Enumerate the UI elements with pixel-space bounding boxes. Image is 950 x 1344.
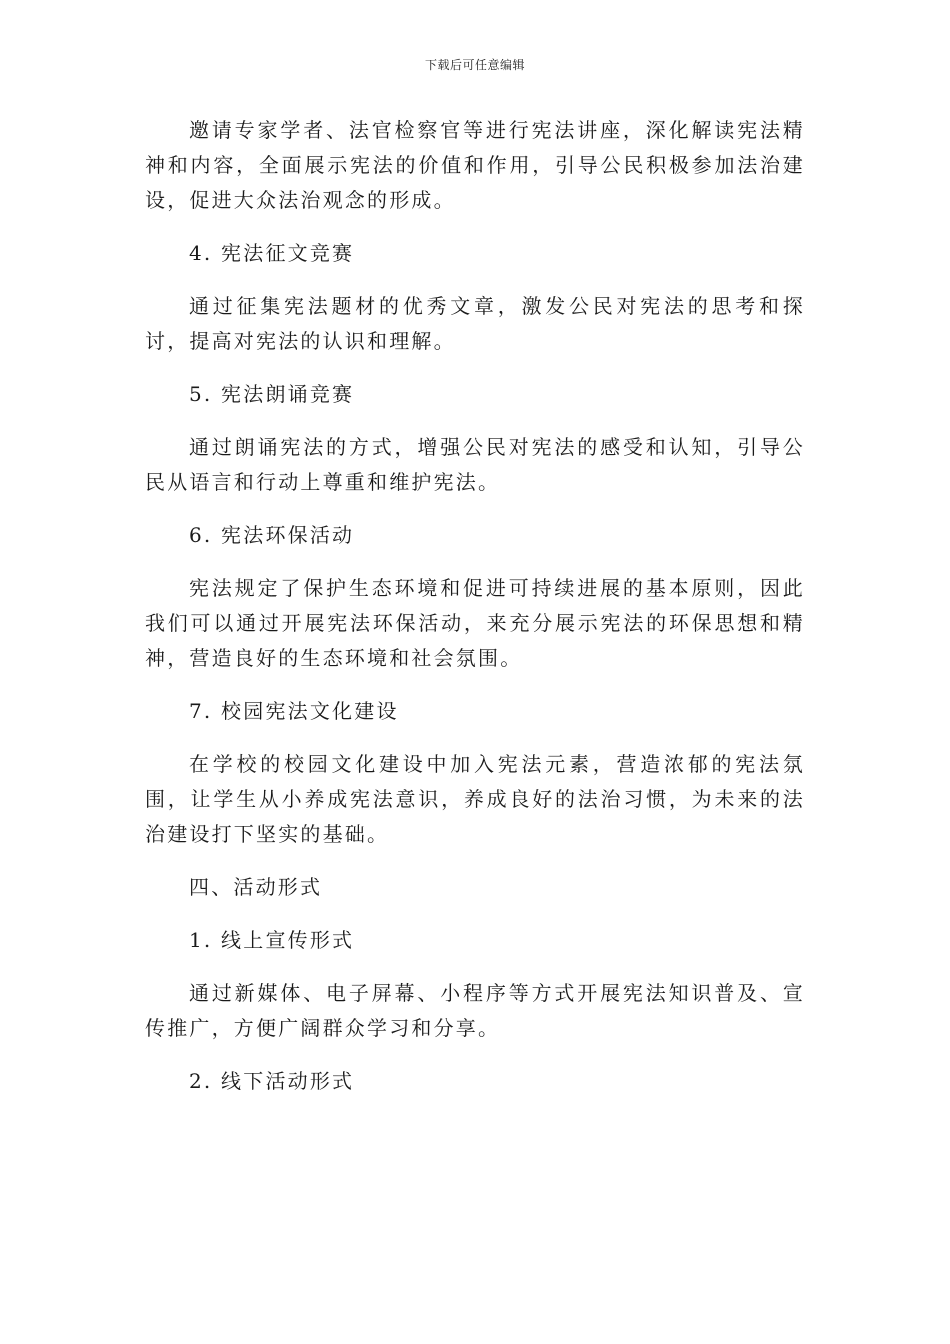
heading-offline-form: 2. 线下活动形式 (189, 1069, 355, 1093)
heading-recitation-contest: 5. 宪法朗诵竞赛 (189, 382, 355, 406)
heading-online-form: 1. 线上宣传形式 (189, 928, 355, 952)
heading-eco-activity: 6. 宪法环保活动 (189, 523, 355, 547)
document-body (145, 113, 805, 1117)
heading-campus-culture: 7. 校园宪法文化建设 (189, 699, 399, 723)
paragraph-eco-desc: 宪法规定了保护生态环境和促进可持续进展的基本原则，因此我们可以通过开展宪法环保活动，来充分展示宪法的环保思想和精神，营造良好的生态环境和社会氛围。 (145, 576, 805, 670)
paragraph-lecture-desc: 邀请专家学者、法官检察官等进行宪法讲座，深化解读宪法精神和内容，全面展示宪法的价值和作用，引导公民积极参加法治建设，促进大众法治观念的形成。 (145, 118, 805, 212)
section-heading-activity-forms: 四、活动形式 (189, 875, 323, 899)
paragraph-recitation-desc: 通过朗诵宪法的方式，增强公民对宪法的感受和认知，引导公民从语言和行动上尊重和维护宪法。 (145, 435, 805, 494)
page-header: 下载后可任意编辑 (424, 58, 525, 72)
heading-essay-contest: 4. 宪法征文竞赛 (189, 241, 355, 265)
paragraph-online-desc: 通过新媒体、电子屏幕、小程序等方式开展宪法知识普及、宣传推广，方便广阔群众学习和分享。 (145, 981, 805, 1040)
paragraph-essay-desc: 通过征集宪法题材的优秀文章，激发公民对宪法的思考和探讨，提高对宪法的认识和理解。 (145, 294, 805, 353)
paragraph-campus-desc: 在学校的校园文化建设中加入宪法元素，营造浓郁的宪法氛围，让学生从小养成宪法意识，养成良好的法治习惯，为未来的法治建设打下坚实的基础。 (145, 752, 805, 846)
